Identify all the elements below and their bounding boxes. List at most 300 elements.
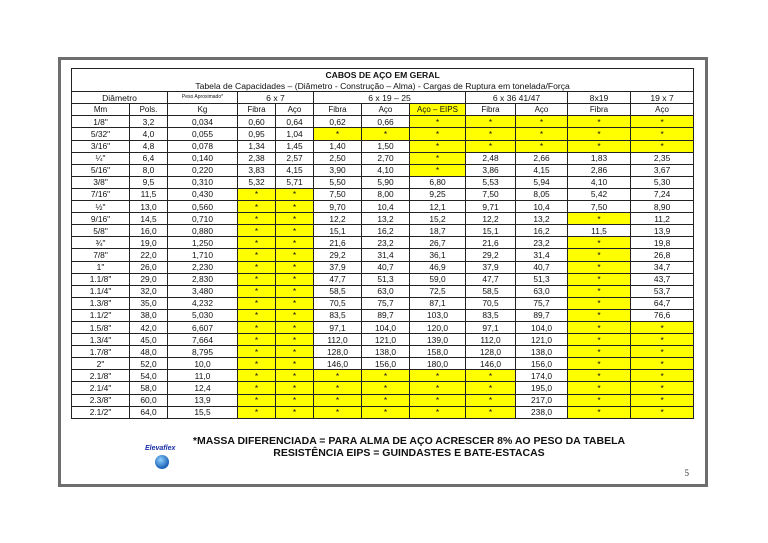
table-cell: *: [276, 370, 314, 382]
sub-header-cell: Aço: [276, 104, 314, 116]
table-cell: *: [238, 237, 276, 249]
table-cell: 112,0: [314, 334, 362, 346]
table-cell: *: [568, 394, 631, 406]
table-row: [72, 201, 694, 213]
table-cell: *: [276, 273, 314, 285]
table-cell: *: [410, 140, 466, 152]
table-cell: 97,1: [466, 321, 516, 333]
table-cell: *: [410, 370, 466, 382]
document-page: [58, 57, 708, 487]
table-cell: 15,2: [410, 213, 466, 225]
table-cell: *: [276, 358, 314, 370]
table-cell: *: [276, 237, 314, 249]
header-6x36: 6 x 36 41/47: [466, 92, 568, 104]
table-cell: 1/8": [72, 116, 130, 128]
table-cell: 2,66: [516, 152, 568, 164]
table-cell: 0,60: [238, 116, 276, 128]
table-cell: 7,50: [466, 188, 516, 200]
table-cell: 37,9: [314, 261, 362, 273]
table-cell: 5/16": [72, 164, 130, 176]
table-cell: 12,2: [314, 213, 362, 225]
group-header-row: [72, 92, 694, 104]
table-cell: *: [631, 370, 694, 382]
table-cell: 26,7: [410, 237, 466, 249]
table-cell: 97,1: [314, 321, 362, 333]
table-cell: 14,5: [130, 213, 168, 225]
table-cell: 48,0: [130, 346, 168, 358]
table-row: [72, 370, 694, 382]
table-cell: *: [466, 116, 516, 128]
table-cell: *: [276, 321, 314, 333]
table-cell: *: [516, 128, 568, 140]
table-cell: 26,0: [130, 261, 168, 273]
table-cell: 5,30: [631, 176, 694, 188]
table-cell: 1.7/8": [72, 346, 130, 358]
table-cell: 32,0: [130, 285, 168, 297]
header-peso: Peso Aproximado*: [168, 92, 238, 104]
table-cell: *: [238, 394, 276, 406]
table-cell: ¼": [72, 152, 130, 164]
table-cell: 4,15: [276, 164, 314, 176]
table-cell: *: [631, 140, 694, 152]
table-cell: 5,53: [466, 176, 516, 188]
table-cell: 47,7: [314, 273, 362, 285]
sub-header-cell: Aço – EIPS: [410, 104, 466, 116]
table-cell: *: [568, 382, 631, 394]
table-cell: *: [314, 382, 362, 394]
table-cell: *: [362, 382, 410, 394]
table-cell: 19,0: [130, 237, 168, 249]
sub-header-row: [72, 104, 694, 116]
table-row: [72, 249, 694, 261]
table-cell: 3,2: [130, 116, 168, 128]
table-cell: 8,795: [168, 346, 238, 358]
header-19x7: 19 x 7: [631, 92, 694, 104]
table-row: [72, 285, 694, 297]
table-cell: 22,0: [130, 249, 168, 261]
table-cell: *: [314, 370, 362, 382]
table-cell: *: [466, 394, 516, 406]
sub-header-cell: Fibra: [466, 104, 516, 116]
table-cell: *: [362, 406, 410, 418]
table-cell: 11,5: [568, 225, 631, 237]
table-cell: *: [238, 346, 276, 358]
table-cell: 38,0: [130, 309, 168, 321]
table-cell: *: [568, 406, 631, 418]
table-cell: *: [516, 116, 568, 128]
table-cell: 5,71: [276, 176, 314, 188]
table-cell: 3/16": [72, 140, 130, 152]
table-cell: 3,67: [631, 164, 694, 176]
table-row: [72, 176, 694, 188]
table-cell: *: [568, 249, 631, 261]
table-cell: *: [568, 346, 631, 358]
table-cell: *: [568, 116, 631, 128]
table-row: [72, 128, 694, 140]
table-cell: *: [238, 249, 276, 261]
sub-header-cell: Fibra: [568, 104, 631, 116]
table-cell: *: [276, 249, 314, 261]
table-cell: *: [631, 382, 694, 394]
table-row: [72, 213, 694, 225]
table-cell: 21,6: [466, 237, 516, 249]
table-cell: 7,664: [168, 334, 238, 346]
table-cell: *: [276, 309, 314, 321]
table-cell: 1.1/2": [72, 309, 130, 321]
table-cell: 37,9: [466, 261, 516, 273]
table-cell: 0,430: [168, 188, 238, 200]
table-cell: 3,480: [168, 285, 238, 297]
table-row: [72, 188, 694, 200]
table-cell: 121,0: [516, 334, 568, 346]
table-cell: 8,00: [362, 188, 410, 200]
table-cell: 2.3/8": [72, 394, 130, 406]
table-cell: *: [276, 261, 314, 273]
table-cell: 103,0: [410, 309, 466, 321]
table-cell: 13,9: [168, 394, 238, 406]
table-cell: *: [410, 164, 466, 176]
table-cell: 5,030: [168, 309, 238, 321]
table-cell: 51,3: [362, 273, 410, 285]
table-cell: ¾": [72, 237, 130, 249]
table-cell: 146,0: [466, 358, 516, 370]
table-cell: *: [238, 225, 276, 237]
table-cell: 1.3/4": [72, 334, 130, 346]
table-cell: *: [276, 213, 314, 225]
table-cell: 11,0: [168, 370, 238, 382]
table-cell: 29,2: [466, 249, 516, 261]
table-cell: *: [568, 334, 631, 346]
table-cell: *: [466, 128, 516, 140]
table-cell: *: [631, 394, 694, 406]
table-cell: 47,7: [466, 273, 516, 285]
table-cell: 1,83: [568, 152, 631, 164]
table-cell: 128,0: [466, 346, 516, 358]
table-cell: 174,0: [516, 370, 568, 382]
table-cell: 51,3: [516, 273, 568, 285]
table-title: CABOS DE AÇO EM GERAL: [72, 69, 694, 81]
table-cell: ½": [72, 201, 130, 213]
table-cell: 1,04: [276, 128, 314, 140]
table-cell: 4,0: [130, 128, 168, 140]
table-cell: *: [276, 346, 314, 358]
table-cell: 0,95: [238, 128, 276, 140]
table-cell: *: [276, 297, 314, 309]
table-cell: 5,94: [516, 176, 568, 188]
table-row: [72, 358, 694, 370]
table-cell: 3/8": [72, 176, 130, 188]
table-row: [72, 140, 694, 152]
table-cell: 52,0: [130, 358, 168, 370]
table-cell: 13,9: [631, 225, 694, 237]
table-row: [72, 273, 694, 285]
table-cell: *: [314, 406, 362, 418]
table-cell: 1,250: [168, 237, 238, 249]
table-cell: 156,0: [362, 358, 410, 370]
sub-header-cell: Mm: [72, 104, 130, 116]
table-cell: 23,2: [516, 237, 568, 249]
table-cell: *: [238, 213, 276, 225]
table-cell: 21,6: [314, 237, 362, 249]
globe-icon: [155, 455, 169, 469]
table-cell: 2,57: [276, 152, 314, 164]
table-cell: 0,710: [168, 213, 238, 225]
table-cell: 0,220: [168, 164, 238, 176]
table-cell: 0,560: [168, 201, 238, 213]
table-cell: *: [631, 116, 694, 128]
table-cell: 13,2: [516, 213, 568, 225]
table-cell: 2,50: [314, 152, 362, 164]
table-cell: *: [568, 128, 631, 140]
table-cell: *: [568, 261, 631, 273]
table-cell: 45,0: [130, 334, 168, 346]
table-cell: 0,034: [168, 116, 238, 128]
table-cell: 217,0: [516, 394, 568, 406]
table-cell: 36,1: [410, 249, 466, 261]
table-cell: 15,1: [314, 225, 362, 237]
table-cell: 8,05: [516, 188, 568, 200]
table-cell: 3,83: [238, 164, 276, 176]
table-cell: *: [631, 358, 694, 370]
table-cell: *: [314, 128, 362, 140]
table-row: [72, 321, 694, 333]
table-cell: *: [568, 213, 631, 225]
table-cell: *: [238, 201, 276, 213]
table-cell: 4,232: [168, 297, 238, 309]
table-cell: 5/32": [72, 128, 130, 140]
table-cell: *: [410, 406, 466, 418]
table-cell: 4,10: [362, 164, 410, 176]
table-cell: 18,7: [410, 225, 466, 237]
table-cell: 11,5: [130, 188, 168, 200]
table-row: [72, 116, 694, 128]
table-cell: 83,5: [314, 309, 362, 321]
table-cell: 104,0: [516, 321, 568, 333]
table-subtitle: Tabela de Capacidades – (Diâmetro - Construção – Alma) - Cargas de Ruptura em tonelada/Força: [72, 80, 694, 92]
table-cell: 6,607: [168, 321, 238, 333]
table-row: [72, 394, 694, 406]
table-cell: *: [568, 321, 631, 333]
table-cell: 156,0: [516, 358, 568, 370]
table-cell: 64,0: [130, 406, 168, 418]
table-cell: *: [238, 334, 276, 346]
table-cell: 1.5/8": [72, 321, 130, 333]
table-cell: 9/16": [72, 213, 130, 225]
capacity-table-wrapper: [71, 68, 693, 419]
table-row: [72, 309, 694, 321]
table-cell: 89,7: [362, 309, 410, 321]
table-cell: *: [276, 394, 314, 406]
sub-header-cell: Fibra: [238, 104, 276, 116]
table-cell: 9,5: [130, 176, 168, 188]
table-cell: *: [238, 188, 276, 200]
table-cell: 9,71: [466, 201, 516, 213]
table-cell: 29,0: [130, 273, 168, 285]
table-cell: 1,40: [314, 140, 362, 152]
header-8x19: 8x19: [568, 92, 631, 104]
table-cell: *: [568, 237, 631, 249]
table-cell: *: [238, 358, 276, 370]
table-cell: 0,880: [168, 225, 238, 237]
table-cell: *: [410, 116, 466, 128]
table-cell: *: [362, 128, 410, 140]
table-cell: 15,5: [168, 406, 238, 418]
table-cell: 1.3/8": [72, 297, 130, 309]
table-cell: 1,50: [362, 140, 410, 152]
table-cell: *: [238, 406, 276, 418]
table-cell: 1.1/8": [72, 273, 130, 285]
table-cell: 146,0: [314, 358, 362, 370]
table-cell: *: [276, 382, 314, 394]
table-cell: 26,8: [631, 249, 694, 261]
table-cell: 89,7: [516, 309, 568, 321]
table-cell: 3,86: [466, 164, 516, 176]
table-cell: 7,50: [568, 201, 631, 213]
table-cell: *: [362, 370, 410, 382]
table-cell: *: [631, 334, 694, 346]
table-cell: 59,0: [410, 273, 466, 285]
table-cell: 23,2: [362, 237, 410, 249]
table-cell: 29,2: [314, 249, 362, 261]
table-row: [72, 261, 694, 273]
table-cell: 2,35: [631, 152, 694, 164]
table-cell: 43,7: [631, 273, 694, 285]
table-cell: 5,90: [362, 176, 410, 188]
table-cell: 6,80: [410, 176, 466, 188]
table-cell: 9,25: [410, 188, 466, 200]
table-cell: 10,4: [362, 201, 410, 213]
page-number: 5: [684, 468, 689, 478]
table-cell: 7,50: [314, 188, 362, 200]
table-cell: 138,0: [362, 346, 410, 358]
table-cell: 35,0: [130, 297, 168, 309]
table-cell: *: [516, 140, 568, 152]
table-cell: 10,4: [516, 201, 568, 213]
table-cell: 60,0: [130, 394, 168, 406]
table-cell: 6,4: [130, 152, 168, 164]
table-cell: 34,7: [631, 261, 694, 273]
table-cell: 11,2: [631, 213, 694, 225]
table-cell: 0,62: [314, 116, 362, 128]
table-cell: *: [238, 297, 276, 309]
table-row: [72, 297, 694, 309]
table-cell: 63,0: [516, 285, 568, 297]
table-cell: 70,5: [314, 297, 362, 309]
table-cell: 7/16": [72, 188, 130, 200]
table-cell: *: [410, 128, 466, 140]
table-cell: *: [631, 128, 694, 140]
table-cell: *: [568, 370, 631, 382]
table-cell: 0,64: [276, 116, 314, 128]
table-cell: 2.1/4": [72, 382, 130, 394]
table-cell: 87,1: [410, 297, 466, 309]
table-cell: 121,0: [362, 334, 410, 346]
table-cell: 16,2: [516, 225, 568, 237]
table-cell: 0,078: [168, 140, 238, 152]
table-cell: *: [410, 382, 466, 394]
table-cell: 19,8: [631, 237, 694, 249]
table-cell: 53,7: [631, 285, 694, 297]
footer-line-1: *MASSA DIFERENCIADA = PARA ALMA DE AÇO ACRESCER 8% AO PESO DA TABELA: [192, 435, 626, 447]
table-row: [72, 152, 694, 164]
table-cell: *: [238, 261, 276, 273]
table-cell: 13,0: [130, 201, 168, 213]
table-cell: 42,0: [130, 321, 168, 333]
footer-line-2: RESISTÊNCIA EIPS = GUINDASTES E BATE-ESTACAS: [273, 447, 545, 459]
table-cell: *: [568, 140, 631, 152]
sub-header-cell: Pols.: [130, 104, 168, 116]
table-cell: 1": [72, 261, 130, 273]
table-cell: 58,0: [130, 382, 168, 394]
table-cell: 2.1/2": [72, 406, 130, 418]
table-cell: 31,4: [516, 249, 568, 261]
table-cell: *: [362, 394, 410, 406]
table-cell: 7/8": [72, 249, 130, 261]
table-cell: 75,7: [362, 297, 410, 309]
sub-header-cell: Kg: [168, 104, 238, 116]
table-cell: *: [314, 394, 362, 406]
table-cell: *: [568, 358, 631, 370]
table-cell: *: [276, 406, 314, 418]
table-cell: *: [276, 188, 314, 200]
table-cell: *: [276, 201, 314, 213]
table-cell: 5,50: [314, 176, 362, 188]
table-cell: 112,0: [466, 334, 516, 346]
table-cell: *: [238, 309, 276, 321]
table-cell: 64,7: [631, 297, 694, 309]
table-cell: *: [410, 152, 466, 164]
table-cell: *: [466, 406, 516, 418]
table-cell: 2,230: [168, 261, 238, 273]
table-cell: 180,0: [410, 358, 466, 370]
table-cell: 0,140: [168, 152, 238, 164]
table-cell: *: [466, 382, 516, 394]
table-cell: *: [631, 346, 694, 358]
table-cell: 2.1/8": [72, 370, 130, 382]
table-cell: 5,42: [568, 188, 631, 200]
sub-header-cell: Aço: [362, 104, 410, 116]
table-cell: 10,0: [168, 358, 238, 370]
sub-header-cell: Aço: [516, 104, 568, 116]
table-cell: 3,90: [314, 164, 362, 176]
table-cell: 46,9: [410, 261, 466, 273]
table-cell: 1.1/4": [72, 285, 130, 297]
table-cell: 70,5: [466, 297, 516, 309]
table-cell: *: [276, 285, 314, 297]
table-cell: *: [568, 309, 631, 321]
table-cell: 104,0: [362, 321, 410, 333]
table-cell: 12,1: [410, 201, 466, 213]
table-cell: 2,70: [362, 152, 410, 164]
table-cell: 2": [72, 358, 130, 370]
table-cell: 158,0: [410, 346, 466, 358]
header-6x19: 6 x 19 – 25: [314, 92, 466, 104]
table-cell: *: [568, 285, 631, 297]
table-cell: 9,70: [314, 201, 362, 213]
sub-header-cell: Fibra: [314, 104, 362, 116]
table-cell: 138,0: [516, 346, 568, 358]
table-cell: 139,0: [410, 334, 466, 346]
table-cell: 7,24: [631, 188, 694, 200]
table-cell: 2,86: [568, 164, 631, 176]
table-cell: 5/8": [72, 225, 130, 237]
table-cell: 16,2: [362, 225, 410, 237]
capacity-table: [71, 68, 694, 419]
table-cell: 54,0: [130, 370, 168, 382]
table-cell: 5,32: [238, 176, 276, 188]
table-cell: 4,8: [130, 140, 168, 152]
footer-note: [149, 435, 669, 459]
